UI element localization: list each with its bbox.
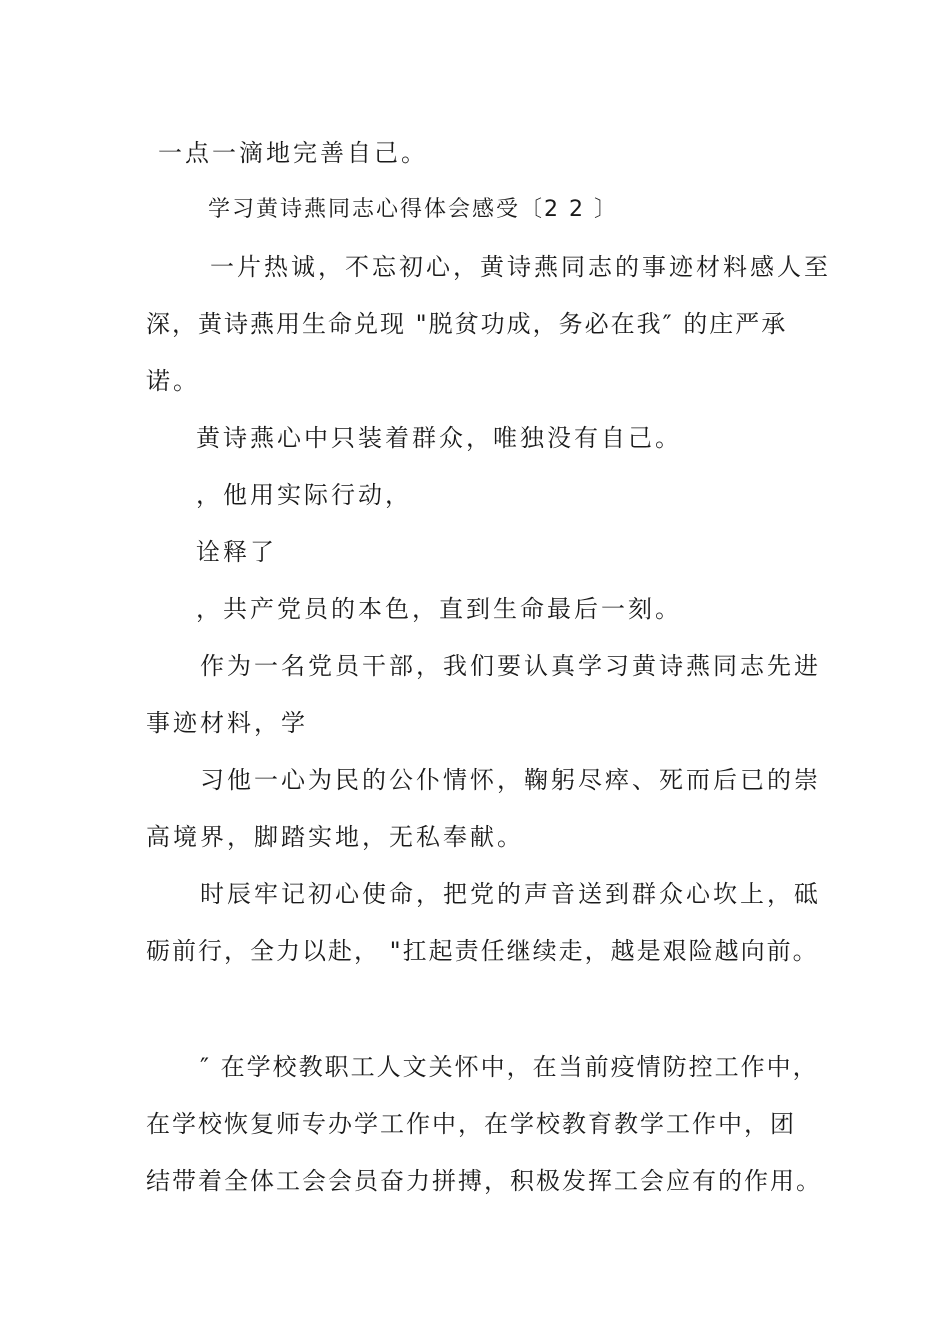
paragraph-line: 一点一滴地完善自己。 <box>158 139 428 167</box>
paragraph-line: 深，黄诗燕用生命兑现 "脱贫功成，务必在我″ 的庄严承 <box>146 310 788 338</box>
paragraph-line: 诠释了 <box>196 538 277 566</box>
paragraph-line: 作为一名党员干部，我们要认真学习黄诗燕同志先进 <box>200 652 821 680</box>
paragraph-line: 在学校恢复师专办学工作中，在学校教育教学工作中，团 <box>146 1110 796 1138</box>
paragraph-line: 时辰牢记初心使命，把党的声音送到群众心坎上，砥 <box>200 880 821 908</box>
paragraph-line: ，他用实际行动， <box>196 481 412 509</box>
paragraph-line: 一片热诚，不忘初心，黄诗燕同志的事迹材料感人至 <box>210 253 831 281</box>
paragraph-line: 诺。 <box>146 367 200 395</box>
paragraph-line: 黄诗燕心中只装着群众，唯独没有自己。 <box>196 424 682 452</box>
paragraph-line: 习他一心为民的公仆情怀，鞠躬尽瘁、死而后已的崇 <box>200 766 821 794</box>
paragraph-line: ″ 在学校教职工人文关怀中，在当前疫情防控工作中， <box>200 1053 819 1081</box>
paragraph-line: ，共产党员的本色，直到生命最后一刻。 <box>196 595 682 623</box>
paragraph-line: 高境界，脚踏实地，无私奉献。 <box>146 823 524 851</box>
paragraph-line: 砺前行，全力以赴， "扛起责任继续走，越是艰险越向前。 <box>146 937 819 965</box>
paragraph-line: 事迹材料，学 <box>146 709 308 737</box>
paragraph-line: 结带着全体工会会员奋力拼搏，积极发挥工会应有的作用。 <box>146 1167 822 1195</box>
section-title: 学习黄诗燕同志心得体会感受〔2 2 〕 <box>208 197 618 222</box>
